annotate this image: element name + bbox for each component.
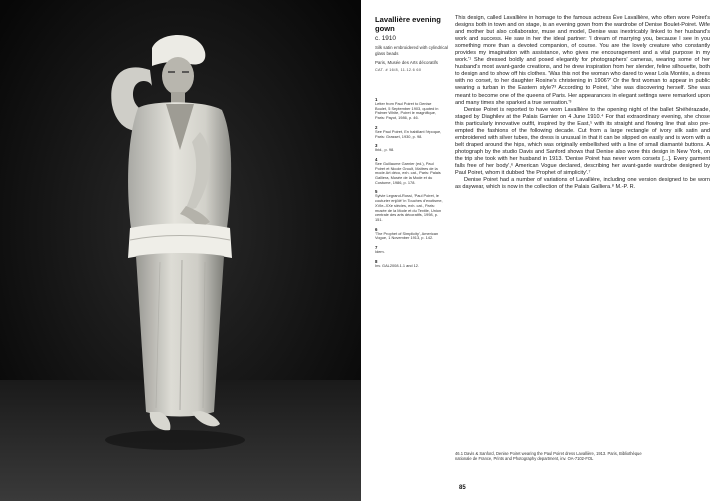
figure-caption: 46.1 Davis & Sanford, Denise Poiret wearing the Paul Poiret dress Lavallière, 1913. Paris, Bibliothèque nationale de France, Prints and Photography department, inv. OA-7102-FOL — [455, 451, 642, 461]
footnote-number: 2 — [375, 124, 378, 130]
footnote — [375, 157, 443, 186]
paragraph: Denise Poiret had a number of variations of Lavallière, including one version designed to be worn as daywear, which is now in the collection of the Palais Galliera.⁸ M.-P. R. — [455, 177, 710, 191]
footnote-number: 6 — [375, 226, 378, 232]
footnote-text: 'The Prophet of Simplicity', American Vogue, 1 November 1913, p. 142. — [375, 230, 439, 241]
paragraph: This design, called Lavallière in homage to the famous actress Ève Lavallière, who often wore Poiret's designs both in town and on stage, is an evening gown from the wardrobe of Denise Boulet-Poiret. Wife and mother but also collaborator, muse and model, Denise was inextricably linked to her husband's work and success. He saw in her the ideal partner: 'I dream of marrying you, because I see in you something more than a devoted companion, of course. You are the lovely creature who constantly provides my imagination with assistance, who gives me encouragement and a vital purpose in my work.'¹ She dressed boldly and posed elegantly for photographers' cameras, wearing some of her husband's most avant-garde creations, and he drew inspiration from her slender, feline silhouette, both to design and to show off his clothes. 'Was this not the woman who dared to wear Lola Montès, a dress with no corset, to her daughter Rosine's christening in 1906?' Or the first woman to appear in public wearing a turban in the Eastern style?³ According to Poiret, 'she was discovering herself. She was meant to become one of the queens of Paris. Her appearances in elegant settings were remarked upon and many times she sparked a true sensation.'³ — [455, 15, 710, 106]
footnote-number: 1 — [375, 97, 378, 102]
paragraph: Denise Poiret is reported to have worn Lavallière to the opening night of the ballet Shéhérazade, staged by Diaghilev at the Palais Garnier on 4 June 1910.⁴ For that extraordinary evening, she chose this particularly innovative outfit, inspired by the East,⁵ with its straight and flowing line that also pre-empted the fashions of the following decade. Cut from a large rectangle of ivory silk satin and embroidered with silver tubes, the dress is unusual in that it can be slipped on easily and is worn with a belt draped around the hips, which was originally embellished with a line of small diamanté buttons. A photograph by the studio Davis and Sanford shows that Denise also wore this design in New York, on the trip she took with her husband in 1913. 'Denise Poiret has never worn corsets [...]. Every garment falls free of her body',⁶ American Vogue declared, describing her avant-garde wardrobe designed by Paul Poiret, whom it dubbed 'the Prophet of simplicity'.⁷ — [455, 106, 710, 177]
text-page — [361, 0, 720, 501]
footnote-text: Letter from Paul Poiret to Denise Boulet, 5 September 1903, quoted in Palmer White, Poiret le magnifique, Paris: Payot, 1986, p. 46. — [375, 101, 439, 121]
footnote — [375, 259, 443, 269]
footnote-text: See Paul Poiret, En habillant l'époque, Paris: Grasset, 1930, p. 98. — [375, 128, 442, 139]
footnote — [375, 125, 443, 139]
footnote-text: Sylvie Legrand-Rossi, 'Paul Poiret, le couturier enjôlé' in Touches d'exotisme, XVIe–XXe siècles, exh. cat., Paris: musée de la Mode et du Textile, Union centrale des arts décoratifs, 1998, p. 151. — [375, 193, 443, 222]
object-location: Paris, Musée des Arts décoratifs — [375, 60, 438, 65]
object-details — [375, 16, 449, 73]
footnote — [375, 189, 443, 222]
footnote — [375, 97, 443, 121]
footnote-number: 7 — [375, 245, 378, 251]
footnote-text: Inv. GAL2008.1.1 and 12. — [375, 262, 420, 268]
object-title: Lavallière evening gown — [375, 15, 441, 33]
object-material: Silk satin embroidered with cylindrical glass beads — [375, 45, 448, 56]
footnote-number: 4 — [375, 156, 378, 162]
footnote — [375, 143, 443, 153]
essay-body — [455, 15, 710, 191]
footnote — [375, 227, 443, 241]
object-catalogue-number: CAT. # 16/8, 11.12.6 60 — [375, 68, 422, 73]
footnote — [375, 245, 443, 255]
footnote-text: Ibid., p. 98. — [375, 147, 395, 153]
footnote-text: Idem. — [375, 249, 385, 255]
object-date: c. 1910 — [375, 35, 396, 43]
footnote-text: See Guillaume Garnier (ed.), Paul Poiret et Nicole Groult, Maîtres de la mode Art déco, exh. cat., Paris: Palais Galliera, Musée de la Mode et du Costume, 1986, p. 178. — [375, 160, 441, 185]
page-number: 85 — [459, 485, 466, 491]
footnote-number: 8 — [375, 258, 378, 264]
footnotes — [375, 97, 443, 272]
footnote-number: 5 — [375, 189, 378, 195]
footnote-number: 3 — [375, 143, 378, 149]
